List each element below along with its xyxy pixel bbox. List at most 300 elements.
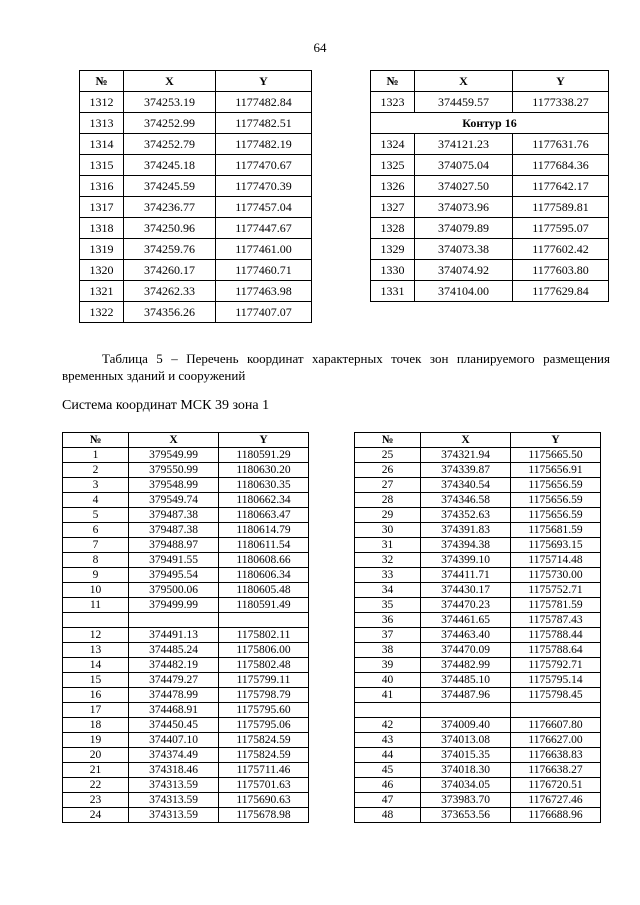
cell-x: 379500.06 <box>129 583 219 598</box>
cell-x: 374485.24 <box>129 643 219 658</box>
table-row <box>63 583 309 598</box>
cell-num: 24 <box>63 808 129 823</box>
table-row <box>63 598 309 613</box>
cell-x: 374482.19 <box>129 658 219 673</box>
table-row <box>355 808 601 823</box>
cell-y: 1177482.19 <box>216 134 312 155</box>
cell-y: 1180630.20 <box>219 463 309 478</box>
table-row <box>80 260 312 281</box>
cell-num: 29 <box>355 508 421 523</box>
cell-y: 1175787.43 <box>511 613 601 628</box>
cell-x: 374468.91 <box>129 703 219 718</box>
cell-y: 1177631.76 <box>513 134 609 155</box>
cell-y: 1177470.67 <box>216 155 312 176</box>
coordinates-table-bottom-right <box>354 432 601 823</box>
cell-num: 1315 <box>80 155 124 176</box>
cell-y: 1176638.27 <box>511 763 601 778</box>
table-caption: Таблица 5 – Перечень координат характерных точек зон планируемого размещения временных зданий и сооружений <box>62 351 610 383</box>
cell-num: 1320 <box>80 260 124 281</box>
table-row <box>355 553 601 568</box>
table-row <box>63 448 309 463</box>
cell-x: 374478.99 <box>129 688 219 703</box>
cell-x: 374009.40 <box>421 718 511 733</box>
cell-num: 1328 <box>371 218 415 239</box>
cell-y: 1180608.66 <box>219 553 309 568</box>
table-header-row <box>80 71 312 92</box>
cell-x: 374250.96 <box>124 218 216 239</box>
cell-y: 1180630.35 <box>219 478 309 493</box>
cell-y: 1175690.63 <box>219 793 309 808</box>
table-row <box>80 218 312 239</box>
header-x: X <box>421 433 511 448</box>
cell-x: 374121.23 <box>415 134 513 155</box>
table-row <box>355 508 601 523</box>
cell-y: 1177463.98 <box>216 281 312 302</box>
cell-y: 1175701.63 <box>219 778 309 793</box>
cell-y: 1177482.51 <box>216 113 312 134</box>
cell-num: 16 <box>63 688 129 703</box>
cell-y: 1180591.49 <box>219 598 309 613</box>
cell-num: 47 <box>355 793 421 808</box>
cell-y: 1176720.51 <box>511 778 601 793</box>
cell-num: 20 <box>63 748 129 763</box>
table-row <box>355 718 601 733</box>
cell-x: 374411.71 <box>421 568 511 583</box>
cell-num: 1322 <box>80 302 124 323</box>
cell-num: 43 <box>355 733 421 748</box>
table-row <box>80 302 312 323</box>
cell-y: 1180591.29 <box>219 448 309 463</box>
cell-x: 379499.99 <box>129 598 219 613</box>
cell-num: 1319 <box>80 239 124 260</box>
cell-x: 373983.70 <box>421 793 511 808</box>
cell-num: 19 <box>63 733 129 748</box>
cell-num: 21 <box>63 763 129 778</box>
cell-y: 1175802.11 <box>219 628 309 643</box>
cell-num: 17 <box>63 703 129 718</box>
cell-x: 374491.13 <box>129 628 219 643</box>
cell-x: 374252.79 <box>124 134 216 155</box>
cell-x: 379487.38 <box>129 508 219 523</box>
table-row <box>355 703 601 718</box>
cell-x: 374321.94 <box>421 448 511 463</box>
table-header-row <box>371 71 609 92</box>
cell-num: 33 <box>355 568 421 583</box>
cell-x: 379549.74 <box>129 493 219 508</box>
cell-y <box>219 613 309 628</box>
cell-num: 1313 <box>80 113 124 134</box>
table-row <box>63 553 309 568</box>
cell-y: 1175799.11 <box>219 673 309 688</box>
cell-x: 374346.58 <box>421 493 511 508</box>
table-row <box>355 658 601 673</box>
cell-y: 1175798.45 <box>511 688 601 703</box>
cell-y: 1177642.17 <box>513 176 609 197</box>
coordinates-table-top-left <box>79 70 312 323</box>
cell-x: 374073.38 <box>415 239 513 260</box>
cell-num <box>63 613 129 628</box>
table-row <box>355 493 601 508</box>
cell-num: 1329 <box>371 239 415 260</box>
table-row <box>63 508 309 523</box>
cell-y: 1177684.36 <box>513 155 609 176</box>
header-num: № <box>355 433 421 448</box>
cell-num: 35 <box>355 598 421 613</box>
cell-y: 1176627.00 <box>511 733 601 748</box>
cell-num: 32 <box>355 553 421 568</box>
table-row <box>80 197 312 218</box>
cell-num: 38 <box>355 643 421 658</box>
table-row <box>355 598 601 613</box>
cell-y: 1176688.96 <box>511 808 601 823</box>
cell-num: 30 <box>355 523 421 538</box>
table-row <box>371 197 609 218</box>
cell-num: 1314 <box>80 134 124 155</box>
cell-x: 374260.17 <box>124 260 216 281</box>
cell-num: 25 <box>355 448 421 463</box>
table-row <box>355 448 601 463</box>
table-row <box>355 583 601 598</box>
cell-num: 1330 <box>371 260 415 281</box>
cell-x: 374394.38 <box>421 538 511 553</box>
coordinates-table-bottom-left <box>62 432 309 823</box>
cell-x: 374485.10 <box>421 673 511 688</box>
table-row <box>63 643 309 658</box>
contour-row <box>371 113 609 134</box>
header-num: № <box>63 433 129 448</box>
table-row <box>80 155 312 176</box>
cell-num: 31 <box>355 538 421 553</box>
cell-y: 1175656.91 <box>511 463 601 478</box>
table-row <box>80 134 312 155</box>
cell-y: 1176727.46 <box>511 793 601 808</box>
cell-y: 1175795.06 <box>219 718 309 733</box>
cell-x: 374450.45 <box>129 718 219 733</box>
cell-x: 374034.05 <box>421 778 511 793</box>
cell-y: 1177457.04 <box>216 197 312 218</box>
cell-x: 374313.59 <box>129 793 219 808</box>
cell-y: 1177482.84 <box>216 92 312 113</box>
cell-x: 374104.00 <box>415 281 513 302</box>
cell-y: 1175656.59 <box>511 493 601 508</box>
cell-num: 1331 <box>371 281 415 302</box>
cell-num: 10 <box>63 583 129 598</box>
table-row <box>371 134 609 155</box>
cell-x: 374252.99 <box>124 113 216 134</box>
cell-y: 1175714.48 <box>511 553 601 568</box>
cell-y: 1175781.59 <box>511 598 601 613</box>
cell-x: 374482.99 <box>421 658 511 673</box>
cell-x <box>421 703 511 718</box>
cell-x: 379548.99 <box>129 478 219 493</box>
table-row <box>63 733 309 748</box>
table-row <box>355 793 601 808</box>
cell-num: 46 <box>355 778 421 793</box>
cell-num: 45 <box>355 763 421 778</box>
cell-x: 374075.04 <box>415 155 513 176</box>
cell-x: 374461.65 <box>421 613 511 628</box>
cell-num: 12 <box>63 628 129 643</box>
table-row <box>63 793 309 808</box>
header-y: Y <box>511 433 601 448</box>
cell-num: 1327 <box>371 197 415 218</box>
table-row <box>371 281 609 302</box>
cell-x: 374487.96 <box>421 688 511 703</box>
table-row <box>63 493 309 508</box>
cell-y: 1175788.44 <box>511 628 601 643</box>
cell-num: 44 <box>355 748 421 763</box>
cell-y: 1177603.80 <box>513 260 609 281</box>
cell-x: 374253.19 <box>124 92 216 113</box>
cell-x: 374236.77 <box>124 197 216 218</box>
cell-y: 1177470.39 <box>216 176 312 197</box>
table-row <box>355 628 601 643</box>
cell-num: 23 <box>63 793 129 808</box>
cell-x: 374399.10 <box>421 553 511 568</box>
cell-num: 1323 <box>371 92 415 113</box>
table-row <box>63 718 309 733</box>
table-row <box>371 155 609 176</box>
cell-x: 379487.38 <box>129 523 219 538</box>
cell-y: 1175788.64 <box>511 643 601 658</box>
table-row <box>63 628 309 643</box>
cell-y: 1175656.59 <box>511 508 601 523</box>
cell-y: 1175656.59 <box>511 478 601 493</box>
cell-num: 1325 <box>371 155 415 176</box>
table-row <box>63 778 309 793</box>
cell-x: 373653.56 <box>421 808 511 823</box>
cell-y: 1175681.59 <box>511 523 601 538</box>
cell-num: 34 <box>355 583 421 598</box>
cell-y: 1175678.98 <box>219 808 309 823</box>
cell-y: 1175693.15 <box>511 538 601 553</box>
cell-x: 374339.87 <box>421 463 511 478</box>
cell-y: 1180611.54 <box>219 538 309 553</box>
cell-num: 39 <box>355 658 421 673</box>
cell-x: 379495.54 <box>129 568 219 583</box>
cell-x: 374407.10 <box>129 733 219 748</box>
header-y: Y <box>219 433 309 448</box>
cell-y: 1175752.71 <box>511 583 601 598</box>
cell-y: 1180605.48 <box>219 583 309 598</box>
cell-x: 379550.99 <box>129 463 219 478</box>
cell-num: 13 <box>63 643 129 658</box>
cell-num: 15 <box>63 673 129 688</box>
cell-x: 374479.27 <box>129 673 219 688</box>
cell-x: 374313.59 <box>129 778 219 793</box>
table-row <box>63 538 309 553</box>
header-x: X <box>124 71 216 92</box>
cell-x: 374340.54 <box>421 478 511 493</box>
table-row <box>355 613 601 628</box>
table-row <box>355 733 601 748</box>
cell-x: 374470.09 <box>421 643 511 658</box>
cell-y: 1177447.67 <box>216 218 312 239</box>
cell-num: 3 <box>63 478 129 493</box>
table-row <box>80 176 312 197</box>
cell-num: 1317 <box>80 197 124 218</box>
cell-num: 40 <box>355 673 421 688</box>
table-row <box>80 239 312 260</box>
cell-y: 1180663.47 <box>219 508 309 523</box>
cell-x: 374013.08 <box>421 733 511 748</box>
cell-y: 1175824.59 <box>219 733 309 748</box>
header-x: X <box>129 433 219 448</box>
cell-num: 42 <box>355 718 421 733</box>
cell-y: 1180614.79 <box>219 523 309 538</box>
table-row <box>355 748 601 763</box>
cell-y: 1175792.71 <box>511 658 601 673</box>
cell-num: 1321 <box>80 281 124 302</box>
table-row <box>371 176 609 197</box>
cell-x: 374027.50 <box>415 176 513 197</box>
cell-num: 14 <box>63 658 129 673</box>
table-row <box>355 568 601 583</box>
cell-x: 374259.76 <box>124 239 216 260</box>
cell-y: 1177595.07 <box>513 218 609 239</box>
cell-y: 1175798.79 <box>219 688 309 703</box>
cell-y: 1177338.27 <box>513 92 609 113</box>
cell-y: 1175711.46 <box>219 763 309 778</box>
table-row <box>63 688 309 703</box>
table-row <box>355 538 601 553</box>
cell-y <box>511 703 601 718</box>
table-row <box>63 478 309 493</box>
coordinate-system-label: Система координат МСК 39 зона 1 <box>62 398 270 413</box>
table-row <box>371 260 609 281</box>
table-row <box>355 763 601 778</box>
cell-x: 374356.26 <box>124 302 216 323</box>
cell-y: 1175806.00 <box>219 643 309 658</box>
cell-y: 1175824.59 <box>219 748 309 763</box>
cell-num: 4 <box>63 493 129 508</box>
cell-num <box>355 703 421 718</box>
table-row <box>80 281 312 302</box>
cell-y: 1175665.50 <box>511 448 601 463</box>
cell-x: 379549.99 <box>129 448 219 463</box>
cell-y: 1177629.84 <box>513 281 609 302</box>
table-row <box>355 523 601 538</box>
table-row <box>371 92 609 113</box>
cell-num: 27 <box>355 478 421 493</box>
cell-num: 2 <box>63 463 129 478</box>
cell-num: 1324 <box>371 134 415 155</box>
header-x: X <box>415 71 513 92</box>
cell-num: 1 <box>63 448 129 463</box>
cell-y: 1180662.34 <box>219 493 309 508</box>
cell-y: 1177589.81 <box>513 197 609 218</box>
cell-y: 1177602.42 <box>513 239 609 260</box>
header-num: № <box>371 71 415 92</box>
cell-x: 374079.89 <box>415 218 513 239</box>
cell-y: 1177460.71 <box>216 260 312 281</box>
cell-num: 1312 <box>80 92 124 113</box>
table-row <box>355 478 601 493</box>
cell-x: 374318.46 <box>129 763 219 778</box>
cell-x: 374015.35 <box>421 748 511 763</box>
cell-x: 374073.96 <box>415 197 513 218</box>
table-row <box>355 463 601 478</box>
cell-y: 1175795.14 <box>511 673 601 688</box>
cell-y: 1176607.80 <box>511 718 601 733</box>
cell-y: 1177461.00 <box>216 239 312 260</box>
coordinates-table-top-right <box>370 70 609 302</box>
cell-y: 1175802.48 <box>219 658 309 673</box>
table-row <box>63 658 309 673</box>
table-row <box>63 613 309 628</box>
cell-num: 41 <box>355 688 421 703</box>
cell-num: 22 <box>63 778 129 793</box>
cell-x: 374262.33 <box>124 281 216 302</box>
table-row <box>355 688 601 703</box>
cell-num: 5 <box>63 508 129 523</box>
table-header-row <box>63 433 309 448</box>
cell-x: 374018.30 <box>421 763 511 778</box>
cell-num: 1326 <box>371 176 415 197</box>
table-row <box>371 239 609 260</box>
table-row <box>80 92 312 113</box>
cell-x: 374430.17 <box>421 583 511 598</box>
cell-num: 18 <box>63 718 129 733</box>
header-num: № <box>80 71 124 92</box>
header-y: Y <box>216 71 312 92</box>
table-row <box>355 673 601 688</box>
cell-num: 28 <box>355 493 421 508</box>
cell-y: 1177407.07 <box>216 302 312 323</box>
cell-x: 379488.97 <box>129 538 219 553</box>
cell-x: 374459.57 <box>415 92 513 113</box>
table-row <box>355 778 601 793</box>
cell-x: 374245.59 <box>124 176 216 197</box>
table-header-row <box>355 433 601 448</box>
cell-x: 374245.18 <box>124 155 216 176</box>
table-row <box>63 463 309 478</box>
cell-x: 374470.23 <box>421 598 511 613</box>
cell-num: 36 <box>355 613 421 628</box>
table-row <box>63 748 309 763</box>
table-row <box>371 218 609 239</box>
cell-x: 374463.40 <box>421 628 511 643</box>
cell-y: 1175730.00 <box>511 568 601 583</box>
table-row <box>63 568 309 583</box>
cell-x: 379491.55 <box>129 553 219 568</box>
contour-label: Контур 16 <box>371 113 609 134</box>
cell-y: 1180606.34 <box>219 568 309 583</box>
cell-x: 374374.49 <box>129 748 219 763</box>
table-row <box>63 808 309 823</box>
cell-num: 1316 <box>80 176 124 197</box>
cell-x: 374352.63 <box>421 508 511 523</box>
page-number: 64 <box>313 40 327 55</box>
table-row <box>63 703 309 718</box>
cell-num: 26 <box>355 463 421 478</box>
cell-x: 374074.92 <box>415 260 513 281</box>
cell-num: 6 <box>63 523 129 538</box>
cell-num: 7 <box>63 538 129 553</box>
cell-x: 374391.83 <box>421 523 511 538</box>
cell-y: 1176638.83 <box>511 748 601 763</box>
cell-num: 9 <box>63 568 129 583</box>
cell-y: 1175795.60 <box>219 703 309 718</box>
table-row <box>63 673 309 688</box>
cell-num: 1318 <box>80 218 124 239</box>
cell-num: 8 <box>63 553 129 568</box>
table-row <box>355 643 601 658</box>
table-row <box>80 113 312 134</box>
cell-num: 11 <box>63 598 129 613</box>
header-y: Y <box>513 71 609 92</box>
cell-num: 48 <box>355 808 421 823</box>
